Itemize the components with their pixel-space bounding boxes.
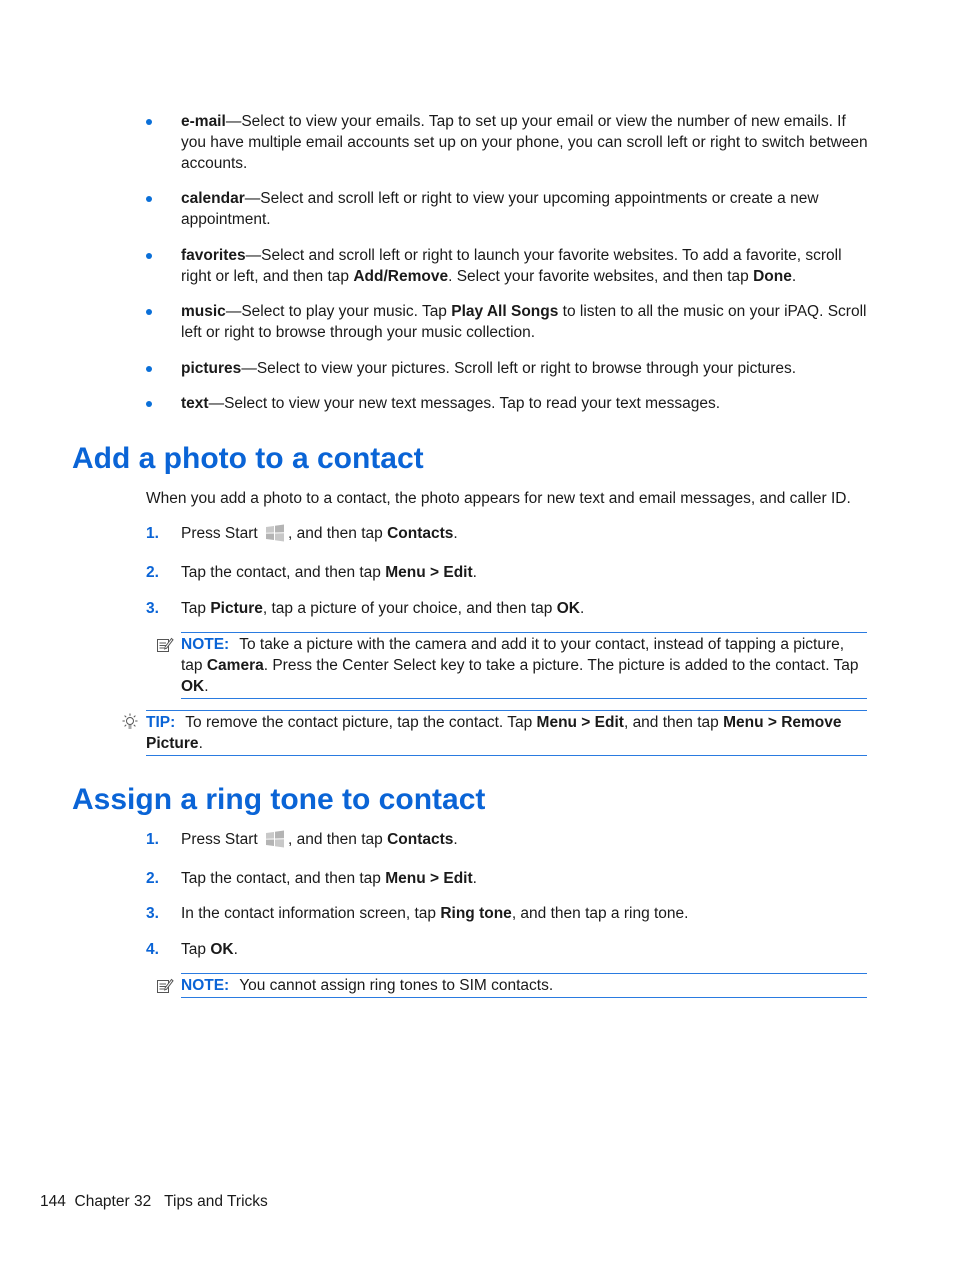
intro-paragraph: When you add a photo to a contact, the photo appears for new text and email messages, and caller ID. — [146, 490, 851, 507]
windows-start-icon — [264, 523, 286, 543]
step-item: 3. Tap Picture, tap a picture of your choice, and then tap OK. — [146, 600, 585, 617]
step-number: 3. — [146, 600, 159, 617]
step-number: 2. — [146, 564, 159, 581]
lightbulb-icon — [121, 713, 139, 731]
note-box: NOTE: You cannot assign ring tones to SIM contacts. — [181, 973, 867, 998]
tip-box: TIP: To remove the contact picture, tap the contact. Tap Menu > Edit, and then tap Menu > Remove Picture. — [146, 710, 867, 756]
note-label: NOTE: — [181, 977, 230, 994]
section-heading: Add a photo to a contact — [72, 442, 424, 475]
tip-label: TIP: — [146, 714, 176, 731]
bullet-icon — [146, 309, 152, 315]
step-number: 4. — [146, 941, 159, 958]
step-item: 2. Tap the contact, and then tap Menu > Edit. — [146, 564, 477, 581]
note-label: NOTE: — [181, 636, 230, 653]
list-item: pictures—Select to view your pictures. Scroll left or right to browse through your pictures. — [146, 358, 868, 379]
bullet-icon — [146, 196, 152, 202]
bullet-icon — [146, 253, 152, 259]
step-number: 1. — [146, 831, 159, 848]
page-number: 144 — [40, 1193, 66, 1210]
section-heading: Assign a ring tone to contact — [72, 783, 486, 816]
note-box: NOTE: To take a picture with the camera and add it to your contact, instead of tapping a picture, tap Camera. Press the Center Select key to take a picture. The picture is added to the contact. Tap OK. — [181, 632, 867, 699]
step-item: 3. In the contact information screen, tap Ring tone, and then tap a ring tone. — [146, 905, 689, 922]
chapter-label: Chapter 32 — [74, 1193, 152, 1210]
windows-start-icon — [264, 829, 286, 849]
step-item: 2. Tap the contact, and then tap Menu > Edit. — [146, 870, 477, 887]
note-pencil-icon — [156, 977, 174, 995]
list-item: text—Select to view your new text messages. Tap to read your text messages. — [146, 393, 868, 414]
bullet-icon — [146, 366, 152, 372]
list-item: calendar—Select and scroll left or right to view your upcoming appointments or create a new appointment. — [146, 188, 868, 230]
bullet-icon — [146, 401, 152, 407]
list-item: favorites—Select and scroll left or right to launch your favorite websites. To add a favorite, scroll right or left, and then tap Add/Remove. Select your favorite websites, and then tap Done. — [146, 245, 868, 287]
step-item: 1. Press Start , and then tap Contacts. — [146, 525, 458, 542]
step-item: 4. Tap OK. — [146, 941, 238, 958]
bullet-icon — [146, 119, 152, 125]
page-footer — [40, 1191, 268, 1212]
list-item: music—Select to play your music. Tap Play All Songs to listen to all the music on your iPAQ. Scroll left or right to browse through your music collection. — [146, 301, 868, 343]
note-pencil-icon — [156, 636, 174, 654]
step-number: 3. — [146, 905, 159, 922]
step-item: 1. Press Start , and then tap Contacts. — [146, 831, 458, 848]
list-item: e-mail—Select to view your emails. Tap to set up your email or view the number of new emails. If you have multiple email accounts set up on your phone, you can scroll left or right to switch between accounts. — [146, 111, 868, 174]
chapter-title: Tips and Tricks — [164, 1193, 268, 1210]
step-number: 2. — [146, 870, 159, 887]
step-number: 1. — [146, 525, 159, 542]
